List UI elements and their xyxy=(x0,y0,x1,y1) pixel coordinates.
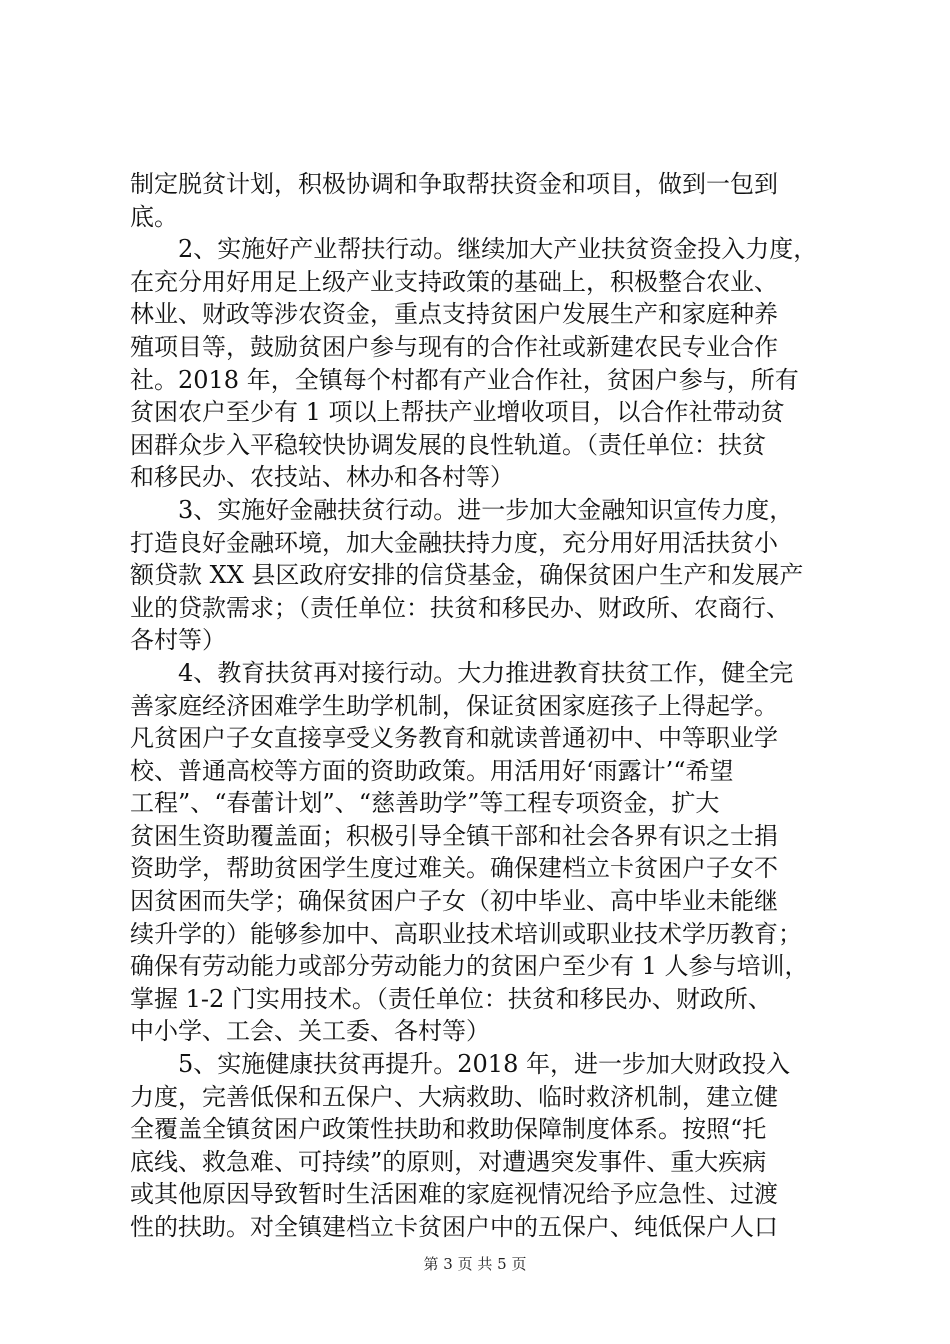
text-line: 掌握 1-2 门实用技术。（责任单位：扶贫和移民办、财政所、 xyxy=(130,984,772,1013)
text-line: 业的贷款需求；（责任单位：扶贫和移民办、财政所、农商行、 xyxy=(130,593,790,622)
text-line: 林业、财政等涉农资金，重点支持贫困户发展生产和家庭种养 xyxy=(130,300,778,329)
text-line: 或其他原因导致暂时生活困难的家庭视情况给予应急性、过渡 xyxy=(130,1180,778,1209)
text-line: 中小学、工会、关工委、各村等） xyxy=(130,1017,490,1046)
text-line: 和移民办、农技站、林办和各村等） xyxy=(130,463,514,492)
text-line: 4、教育扶贫再对接行动。大力推进教育扶贫工作，健全完 xyxy=(178,658,794,687)
text-line: 殖项目等，鼓励贫困户参与现有的合作社或新建农民专业合作 xyxy=(130,332,778,361)
text-line: 5、实施健康扶贫再提升。2018 年，进一步加大财政投入 xyxy=(178,1050,790,1079)
text-line: 凡贫困户子女直接享受义务教育和就读普通初中、中等职业学 xyxy=(130,724,778,753)
text-line: 2、实施好产业帮扶行动。继续加大产业扶贫资金投入力度， xyxy=(178,235,818,264)
text-line: 资助学，帮助贫困学生度过难关。确保建档立卡贫困户子女不 xyxy=(130,854,778,883)
text-line: 工程”、“春蕾计划”、“慈善助学”等工程专项资金，扩大 xyxy=(130,789,720,818)
document-body xyxy=(130,168,830,1244)
text-line: 制定脱贫计划，积极协调和争取帮扶资金和项目，做到一包到 xyxy=(130,170,778,198)
text-line: 力度，完善低保和五保户、大病救助、临时救济机制，建立健 xyxy=(130,1082,778,1111)
text-line: 底线、救急难、可持续”的原则，对遭遇突发事件、重大疾病 xyxy=(130,1147,767,1176)
text-line: 困群众步入平稳较快协调发展的良性轨道。（责任单位：扶贫 xyxy=(130,430,766,459)
text-line: 校、普通高校等方面的资助政策。用活用好‘雨露计’“希望 xyxy=(130,756,734,785)
text-line: 性的扶助。对全镇建档立卡贫困户中的五保户、纯低保户人口 xyxy=(130,1213,778,1241)
text-line: 底。 xyxy=(130,202,178,231)
text-line: 社。2018 年，全镇每个村都有产业合作社，贫困户参与，所有 xyxy=(130,365,799,394)
text-line: 因贫困而失学；确保贫困户子女（初中毕业、高中毕业未能继 xyxy=(130,887,778,916)
text-line: 续升学的）能够参加中、高职业技术培训或职业技术学历教育； xyxy=(130,919,802,948)
text-line: 贫困农户至少有 1 项以上帮扶产业增收项目，以合作社带动贫 xyxy=(130,398,785,427)
text-line: 全覆盖全镇贫困户政策性扶助和救助保障制度体系。按照“托 xyxy=(130,1115,767,1144)
text-line: 确保有劳动能力或部分劳动能力的贫困户至少有 1 人参与培训， xyxy=(130,952,809,981)
text-line: 贫困生资助覆盖面；积极引导全镇干部和社会各界有识之士捐 xyxy=(130,821,778,850)
text-line: 在充分用好用足上级产业支持政策的基础上，积极整合农业、 xyxy=(130,267,778,296)
text-line: 额贷款 XX 县区政府安排的信贷基金，确保贫困户生产和发展产 xyxy=(130,561,804,590)
text-line: 各村等） xyxy=(130,626,226,655)
text-line: 善家庭经济困难学生助学机制，保证贫困家庭孩子上得起学。 xyxy=(130,691,778,720)
text-line: 打造良好金融环境，加大金融扶持力度，充分用好用活扶贫小 xyxy=(130,528,778,557)
text-line: 3、实施好金融扶贫行动。进一步加大金融知识宣传力度， xyxy=(178,495,794,524)
page-footer: 第 3 页 共 5 页 xyxy=(423,1255,527,1273)
